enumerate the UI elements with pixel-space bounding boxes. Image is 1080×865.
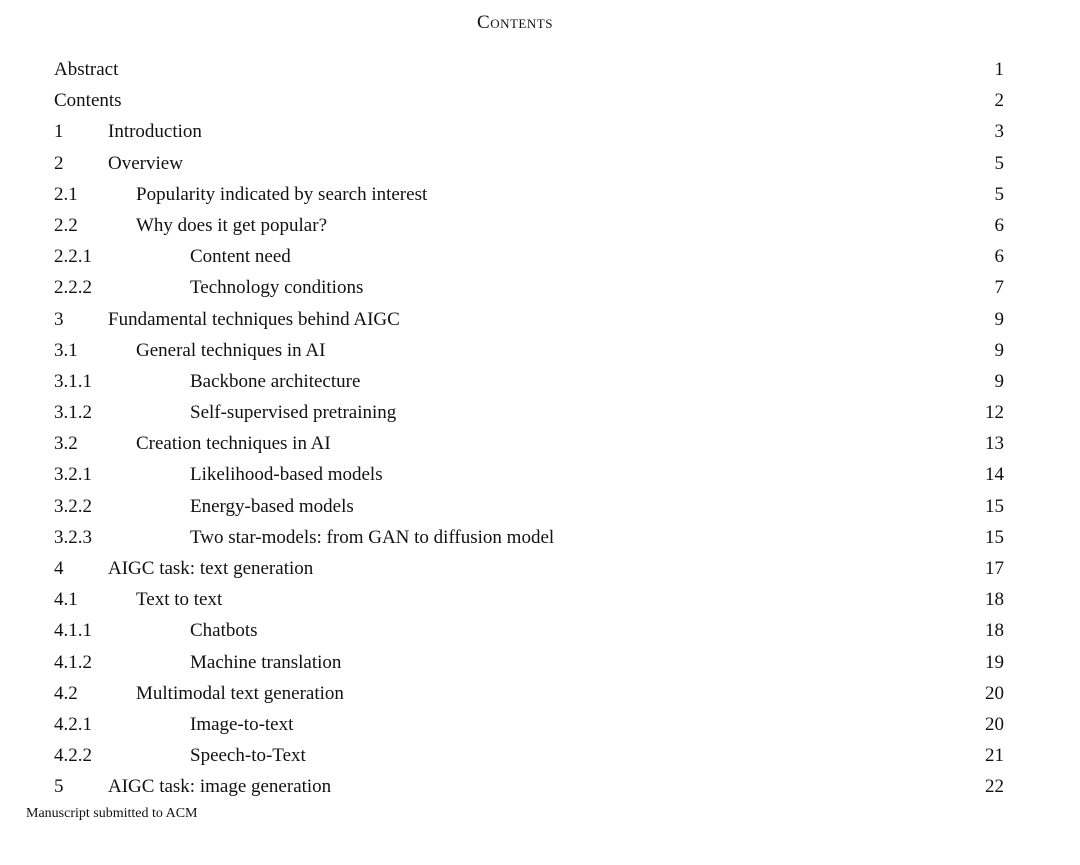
toc-page-number[interactable]: 18: [985, 620, 1004, 642]
toc-entry-title[interactable]: AIGC task: image generation: [108, 776, 332, 798]
toc-row[interactable]: [54, 397, 1004, 428]
page-footer: Manuscript submitted to ACM: [26, 806, 198, 821]
toc-page-number[interactable]: 1: [994, 59, 1004, 80]
toc-number: 3.2.2: [54, 495, 92, 517]
toc-number: 5: [54, 776, 64, 798]
toc-row[interactable]: [54, 179, 1004, 210]
toc-entry-title[interactable]: Contents: [54, 90, 122, 112]
toc-row[interactable]: [54, 740, 1004, 771]
toc-number: 4: [54, 558, 64, 579]
toc-entry-title[interactable]: Energy-based models: [190, 495, 354, 517]
toc-number: 3.1: [54, 339, 78, 361]
toc-entry-title[interactable]: Backbone architecture: [190, 370, 361, 392]
toc-page-number[interactable]: 7: [994, 277, 1004, 299]
toc-row[interactable]: [54, 584, 1004, 615]
toc-row[interactable]: [54, 148, 1004, 179]
toc-number: 4.1: [54, 589, 78, 611]
toc-row[interactable]: [54, 678, 1004, 709]
toc-row[interactable]: [54, 116, 1004, 147]
toc-entry-title[interactable]: Image-to-text: [190, 713, 294, 735]
toc-number: 1: [54, 121, 64, 143]
toc-page-number[interactable]: 9: [994, 308, 1004, 330]
toc-page-number[interactable]: 3: [994, 121, 1004, 143]
toc-page-number[interactable]: 20: [985, 713, 1004, 735]
toc-row[interactable]: [54, 210, 1004, 241]
toc-page-number[interactable]: 9: [994, 370, 1004, 392]
toc-entry-title[interactable]: AIGC task: text generation: [108, 558, 314, 579]
toc-entry-title[interactable]: Fundamental techniques behind AIGC: [108, 308, 400, 330]
toc-row[interactable]: [54, 553, 1004, 584]
toc-number: 3.2: [54, 433, 78, 455]
toc-number: 4.2: [54, 682, 78, 704]
toc-page-number[interactable]: 5: [994, 183, 1004, 205]
toc-number: 3.2.1: [54, 464, 92, 486]
toc-row[interactable]: [54, 241, 1004, 272]
toc-row[interactable]: [54, 272, 1004, 303]
toc-number: 4.1.2: [54, 651, 92, 673]
toc-entry-title[interactable]: Introduction: [108, 121, 202, 143]
toc-row[interactable]: [54, 615, 1004, 646]
toc-page-number[interactable]: 9: [994, 339, 1004, 361]
toc-entry-title[interactable]: Text to text: [136, 589, 223, 611]
toc-entry-title[interactable]: Multimodal text generation: [136, 682, 344, 704]
toc-number: 4.2.1: [54, 713, 92, 735]
toc-number: 2.2: [54, 214, 78, 236]
toc-row[interactable]: [54, 491, 1004, 522]
toc-row[interactable]: [54, 85, 1004, 116]
toc-entry-title[interactable]: Self-supervised pretraining: [190, 402, 397, 424]
toc-row[interactable]: [54, 459, 1004, 490]
toc-row[interactable]: [54, 428, 1004, 459]
toc-page-number[interactable]: 15: [985, 495, 1004, 517]
toc-number: 2.1: [54, 183, 78, 205]
toc-entry-title[interactable]: Chatbots: [190, 620, 258, 642]
toc-entry-title[interactable]: Abstract: [54, 59, 119, 80]
toc-page-number[interactable]: 18: [985, 589, 1004, 611]
toc-row[interactable]: [54, 647, 1004, 678]
toc-entry-title[interactable]: Two star-models: from GAN to diffusion model: [190, 526, 555, 548]
toc-row[interactable]: [54, 304, 1004, 335]
toc-page-number[interactable]: 17: [985, 558, 1004, 579]
toc-row[interactable]: [54, 54, 1004, 85]
toc-number: 4.1.1: [54, 620, 92, 642]
toc-entry-title[interactable]: Why does it get popular?: [136, 214, 328, 236]
toc-page-number[interactable]: 22: [985, 776, 1004, 798]
toc-entry-title[interactable]: Speech-to-Text: [190, 745, 306, 767]
toc-number: 2.2.2: [54, 277, 92, 299]
toc-page-number[interactable]: 6: [994, 246, 1004, 268]
toc-entry-title[interactable]: Technology conditions: [190, 277, 364, 299]
toc-page-number[interactable]: 13: [985, 433, 1004, 455]
toc-number: 3.2.3: [54, 526, 92, 548]
table-of-contents: [54, 54, 1004, 803]
toc-row[interactable]: [54, 771, 1004, 802]
toc-row[interactable]: [54, 522, 1004, 553]
toc-entry-title[interactable]: Popularity indicated by search interest: [136, 183, 428, 205]
toc-row[interactable]: [54, 709, 1004, 740]
toc-number: 2: [54, 152, 64, 174]
toc-entry-title[interactable]: Creation techniques in AI: [136, 433, 331, 455]
toc-page-number[interactable]: 15: [985, 526, 1004, 548]
toc-row[interactable]: [54, 366, 1004, 397]
toc-number: 4.2.2: [54, 745, 92, 767]
toc-page-number[interactable]: 5: [994, 152, 1004, 174]
toc-number: 3: [54, 308, 64, 330]
toc-page-number[interactable]: 20: [985, 682, 1004, 704]
toc-number: 2.2.1: [54, 246, 92, 268]
toc-number: 3.1.2: [54, 402, 92, 424]
toc-row[interactable]: [54, 335, 1004, 366]
toc-entry-title[interactable]: Machine translation: [190, 651, 342, 673]
toc-page-number[interactable]: 12: [985, 402, 1004, 424]
toc-entry-title[interactable]: Overview: [108, 152, 183, 174]
toc-page-number[interactable]: 21: [985, 745, 1004, 767]
page-title: Contents: [477, 12, 553, 33]
toc-number: 3.1.1: [54, 370, 92, 392]
toc-page-number[interactable]: 6: [994, 214, 1004, 236]
toc-page-number[interactable]: 19: [985, 651, 1004, 673]
toc-entry-title[interactable]: General techniques in AI: [136, 339, 326, 361]
toc-page-number[interactable]: 14: [985, 464, 1004, 486]
toc-entry-title[interactable]: Content need: [190, 246, 291, 268]
toc-entry-title[interactable]: Likelihood-based models: [190, 464, 383, 486]
toc-page-number[interactable]: 2: [994, 90, 1004, 112]
